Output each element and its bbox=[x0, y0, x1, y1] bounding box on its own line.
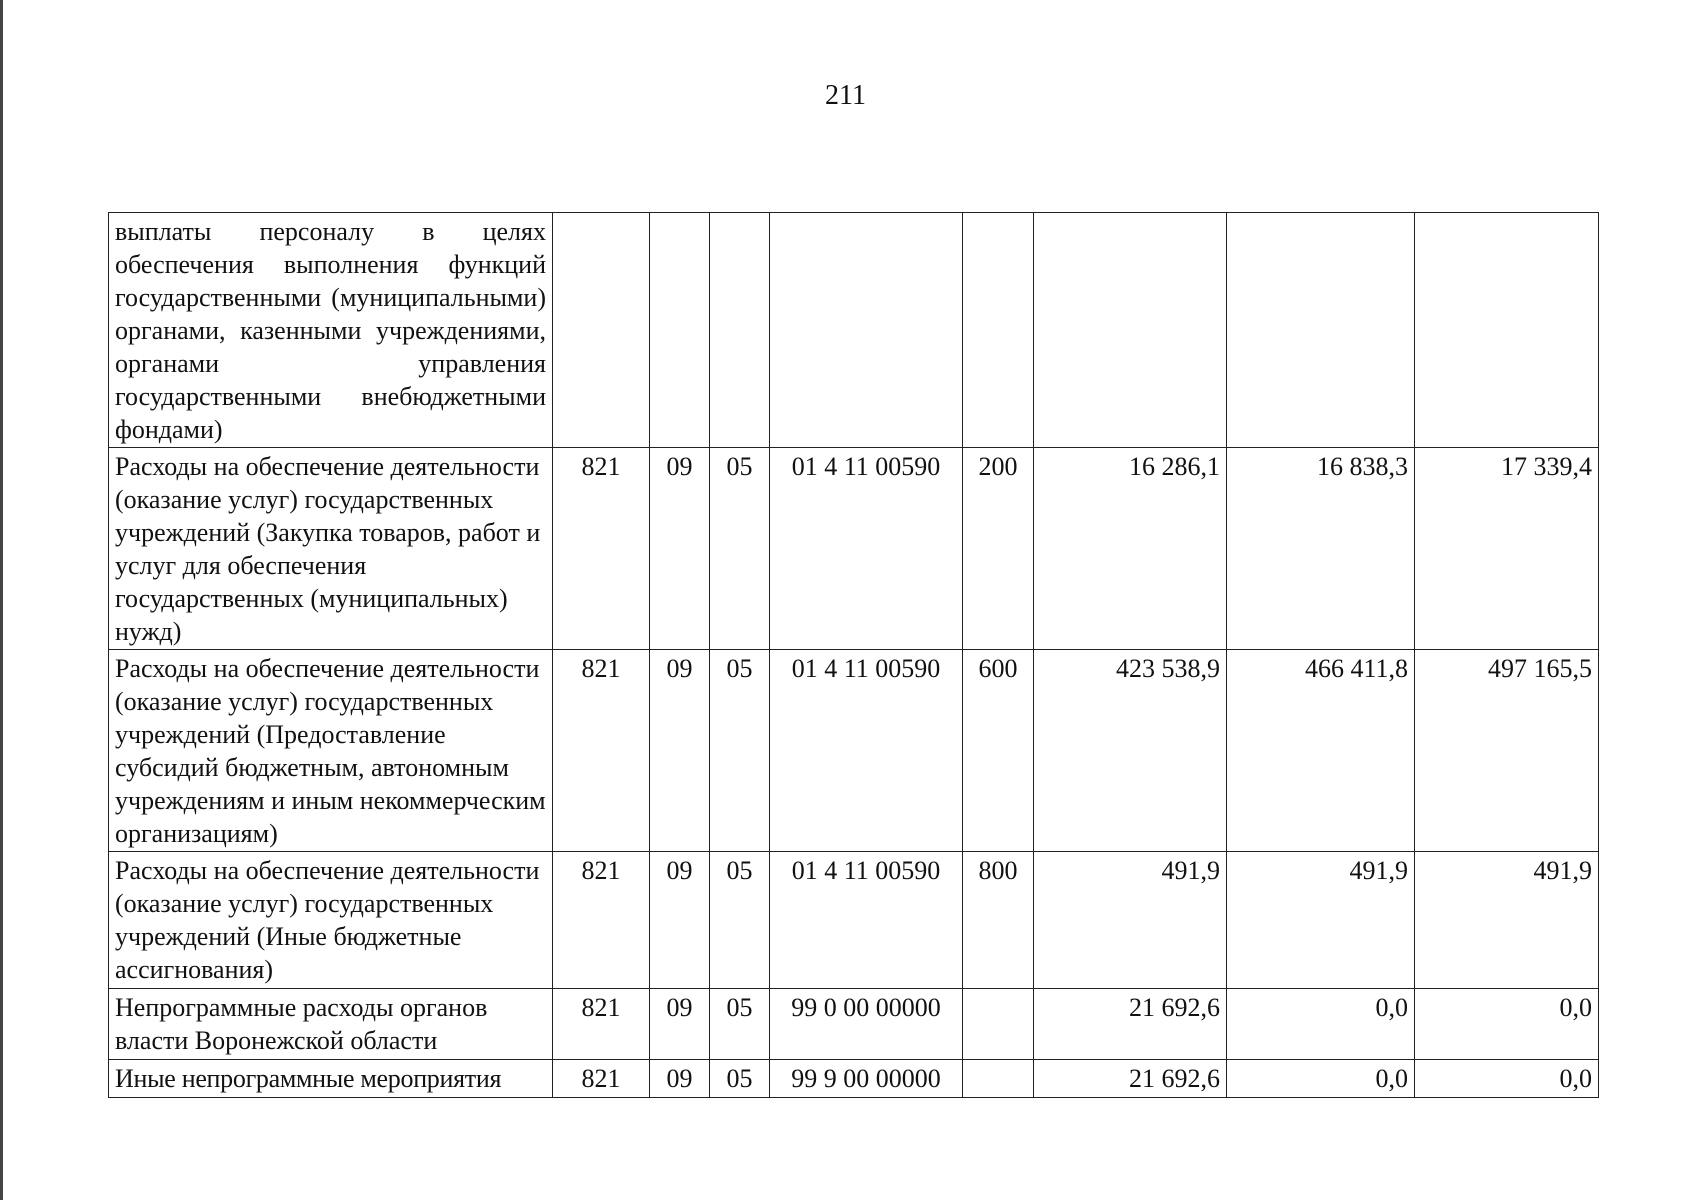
amount-year-3: 497 165,5 bbox=[1415, 650, 1599, 852]
row-description: Иные непрограммные мероприятия bbox=[109, 1060, 553, 1098]
table-row bbox=[109, 989, 1599, 1060]
page-left-edge bbox=[0, 0, 3, 1200]
section-code: 09 bbox=[650, 852, 710, 989]
section-code: 09 bbox=[650, 650, 710, 852]
target-article-code: 01 4 11 00590 bbox=[770, 448, 963, 650]
amount-year-1: 423 538,9 bbox=[1034, 650, 1227, 852]
budget-table bbox=[108, 212, 1599, 1098]
amount-year-1: 21 692,6 bbox=[1034, 1060, 1227, 1098]
amount-year-2: 16 838,3 bbox=[1227, 448, 1415, 650]
table-row bbox=[109, 213, 1599, 448]
expense-type-code bbox=[963, 1060, 1034, 1098]
amount-year-3: 0,0 bbox=[1415, 989, 1599, 1060]
subsection-code: 05 bbox=[710, 448, 770, 650]
subsection-code: 05 bbox=[710, 989, 770, 1060]
section-code bbox=[650, 213, 710, 448]
page-number: 211 bbox=[825, 80, 866, 111]
table-row bbox=[109, 852, 1599, 989]
amount-year-2: 466 411,8 bbox=[1227, 650, 1415, 852]
amount-year-2: 0,0 bbox=[1227, 989, 1415, 1060]
expense-type-code bbox=[963, 213, 1034, 448]
section-code: 09 bbox=[650, 448, 710, 650]
table-row bbox=[109, 650, 1599, 852]
expense-type-code: 600 bbox=[963, 650, 1034, 852]
amount-year-1: 16 286,1 bbox=[1034, 448, 1227, 650]
amount-year-1: 491,9 bbox=[1034, 852, 1227, 989]
amount-year-3: 491,9 bbox=[1415, 852, 1599, 989]
target-article-code: 99 0 00 00000 bbox=[770, 989, 963, 1060]
target-article-code bbox=[770, 213, 963, 448]
ministry-code: 821 bbox=[553, 852, 650, 989]
row-description: Расходы на обеспечение деятельности (оказание услуг) государственных учреждений (Закупка товаров, работ и услуг для обеспечения государственных (муниципальных) нужд) bbox=[109, 448, 553, 650]
ministry-code: 821 bbox=[553, 650, 650, 852]
amount-year-3: 0,0 bbox=[1415, 1060, 1599, 1098]
table-row bbox=[109, 1060, 1599, 1098]
ministry-code: 821 bbox=[553, 989, 650, 1060]
row-description: Расходы на обеспечение деятельности (оказание услуг) государственных учреждений (Иные бюджетные ассигнования) bbox=[109, 852, 553, 989]
subsection-code: 05 bbox=[710, 852, 770, 989]
section-code: 09 bbox=[650, 1060, 710, 1098]
target-article-code: 01 4 11 00590 bbox=[770, 852, 963, 989]
table-row bbox=[109, 448, 1599, 650]
expense-type-code: 800 bbox=[963, 852, 1034, 989]
row-description: выплаты персоналу в целях обеспечения выполнения функций государственными (муниципальными) органами, казенными учреждениями, органами управления государственными внебюджетными фондами) bbox=[109, 213, 553, 448]
row-description: Расходы на обеспечение деятельности (оказание услуг) государственных учреждений (Предоставление субсидий бюджетным, автономным учреждениям и иным некоммерческим организациям) bbox=[109, 650, 553, 852]
amount-year-3 bbox=[1415, 213, 1599, 448]
amount-year-1: 21 692,6 bbox=[1034, 989, 1227, 1060]
target-article-code: 01 4 11 00590 bbox=[770, 650, 963, 852]
amount-year-1 bbox=[1034, 213, 1227, 448]
ministry-code: 821 bbox=[553, 1060, 650, 1098]
amount-year-2: 0,0 bbox=[1227, 1060, 1415, 1098]
amount-year-3: 17 339,4 bbox=[1415, 448, 1599, 650]
section-code: 09 bbox=[650, 989, 710, 1060]
subsection-code: 05 bbox=[710, 650, 770, 852]
amount-year-2 bbox=[1227, 213, 1415, 448]
expense-type-code bbox=[963, 989, 1034, 1060]
expense-type-code: 200 bbox=[963, 448, 1034, 650]
row-description: Непрограммные расходы органов власти Воронежской области bbox=[109, 989, 553, 1060]
target-article-code: 99 9 00 00000 bbox=[770, 1060, 963, 1098]
subsection-code bbox=[710, 213, 770, 448]
ministry-code: 821 bbox=[553, 448, 650, 650]
amount-year-2: 491,9 bbox=[1227, 852, 1415, 989]
subsection-code: 05 bbox=[710, 1060, 770, 1098]
ministry-code bbox=[553, 213, 650, 448]
